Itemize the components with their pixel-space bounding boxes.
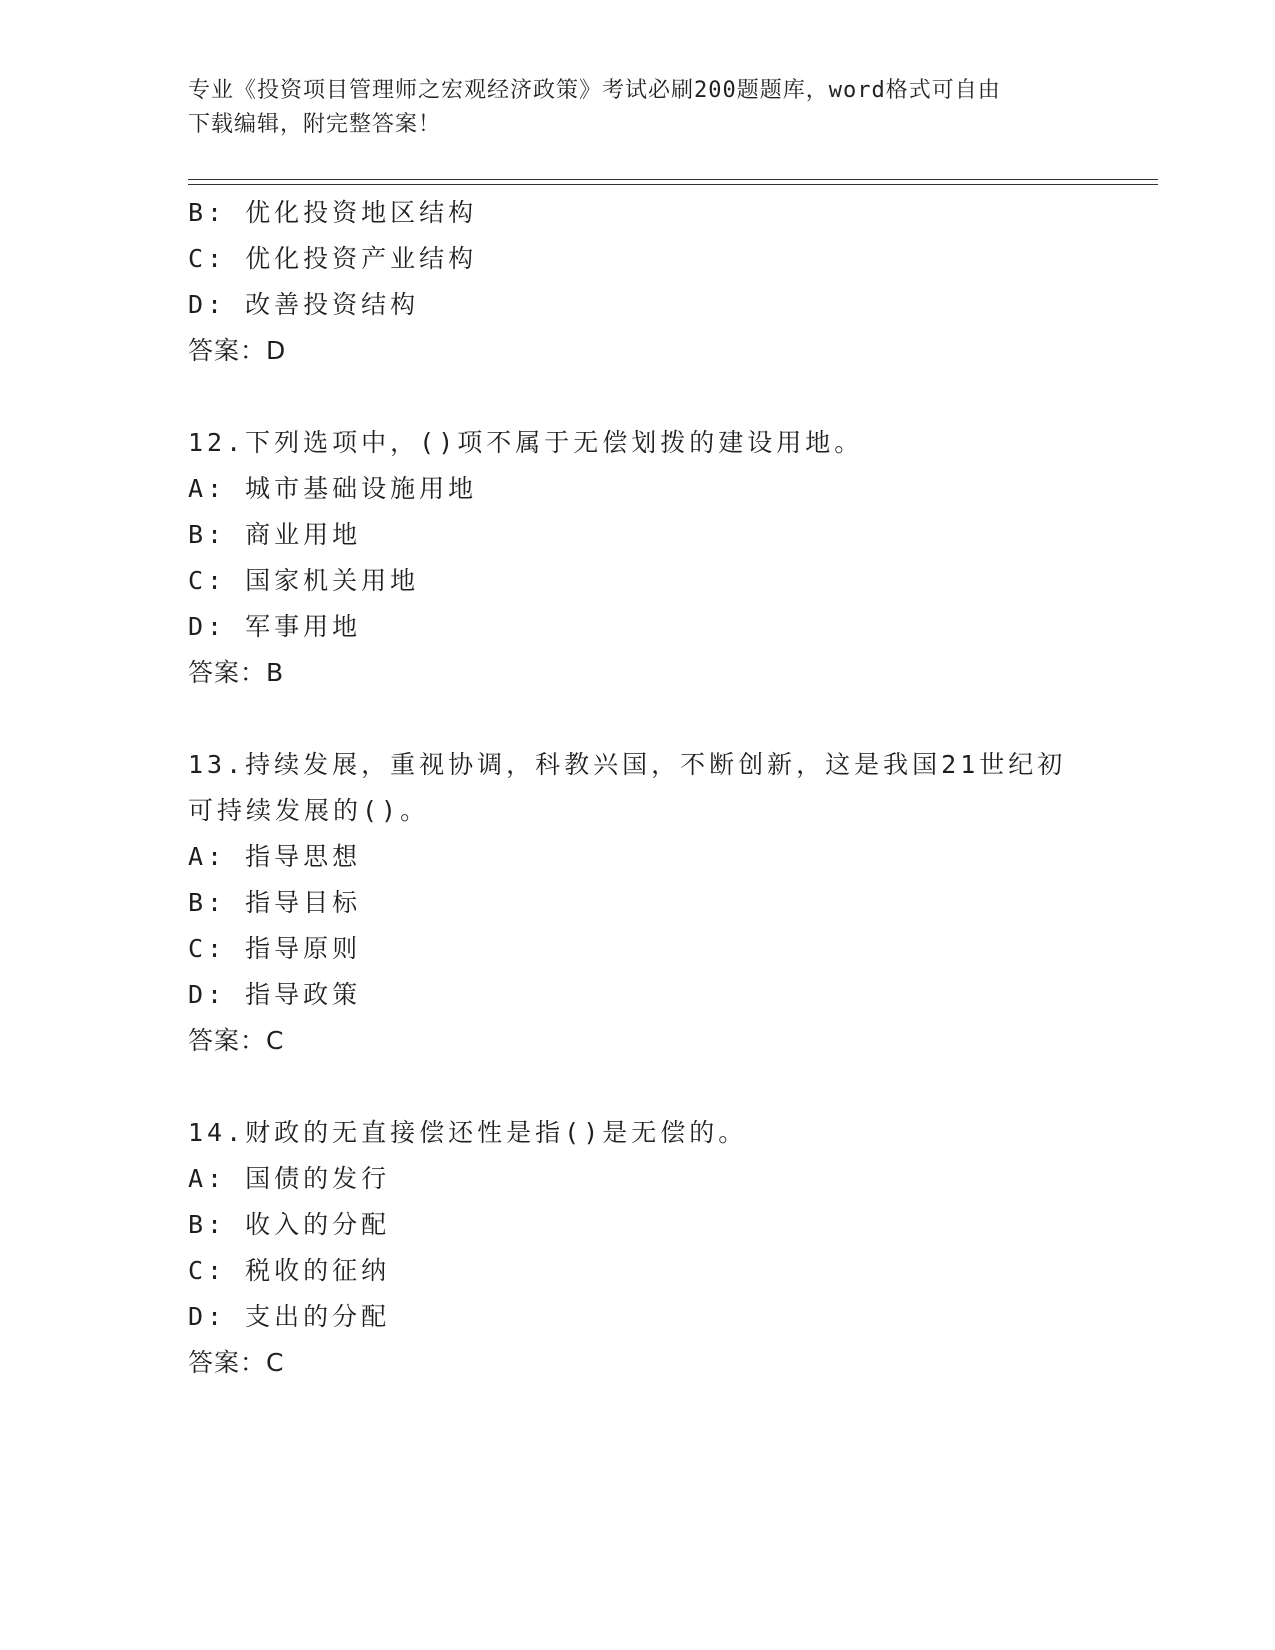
header-rule-top <box>188 179 1158 180</box>
spacer <box>188 696 1088 742</box>
question-title-line-1: 13.持续发展，重视协调，科教兴国，不断创新，这是我国21世纪初 <box>188 750 1067 779</box>
spacer <box>188 374 1088 420</box>
option-a: A: 国债的发行 <box>188 1164 391 1193</box>
question-title-line-2: 可持续发展的()。 <box>188 796 430 825</box>
option-d: D: 支出的分配 <box>188 1302 391 1331</box>
option-c: C: 优化投资产业结构 <box>188 244 478 273</box>
header-line-1: 专业《投资项目管理师之宏观经济政策》考试必刷200题题库，word格式可自由 <box>188 78 1001 103</box>
header-line-2: 下载编辑，附完整答案！ <box>188 112 442 137</box>
option-c: C: 指导原则 <box>188 934 362 963</box>
option-a: A: 城市基础设施用地 <box>188 474 478 503</box>
question-title: 12.下列选项中，()项不属于无偿划拨的建设用地。 <box>188 428 864 457</box>
answer-line: 答案：C <box>188 1026 285 1055</box>
question-list <box>188 190 1088 1386</box>
option-b: B: 指导目标 <box>188 888 362 917</box>
option-c: C: 税收的征纳 <box>188 1256 391 1285</box>
question-13 <box>188 742 1088 1064</box>
option-d: D: 改善投资结构 <box>188 290 420 319</box>
document-header <box>188 74 1068 142</box>
question-11-continued <box>188 190 1088 374</box>
option-c: C: 国家机关用地 <box>188 566 420 595</box>
option-a: A: 指导思想 <box>188 842 362 871</box>
spacer <box>188 1064 1088 1110</box>
question-title: 14.财政的无直接偿还性是指()是无偿的。 <box>188 1118 748 1147</box>
option-d: D: 军事用地 <box>188 612 362 641</box>
answer-line: 答案：D <box>188 336 287 365</box>
header-rule-bottom <box>188 184 1158 185</box>
answer-line: 答案：B <box>188 658 285 687</box>
option-b: B: 优化投资地区结构 <box>188 198 478 227</box>
question-12 <box>188 420 1088 696</box>
answer-line: 答案：C <box>188 1348 285 1377</box>
option-b: B: 收入的分配 <box>188 1210 391 1239</box>
option-d: D: 指导政策 <box>188 980 362 1009</box>
question-14 <box>188 1110 1088 1386</box>
option-b: B: 商业用地 <box>188 520 362 549</box>
